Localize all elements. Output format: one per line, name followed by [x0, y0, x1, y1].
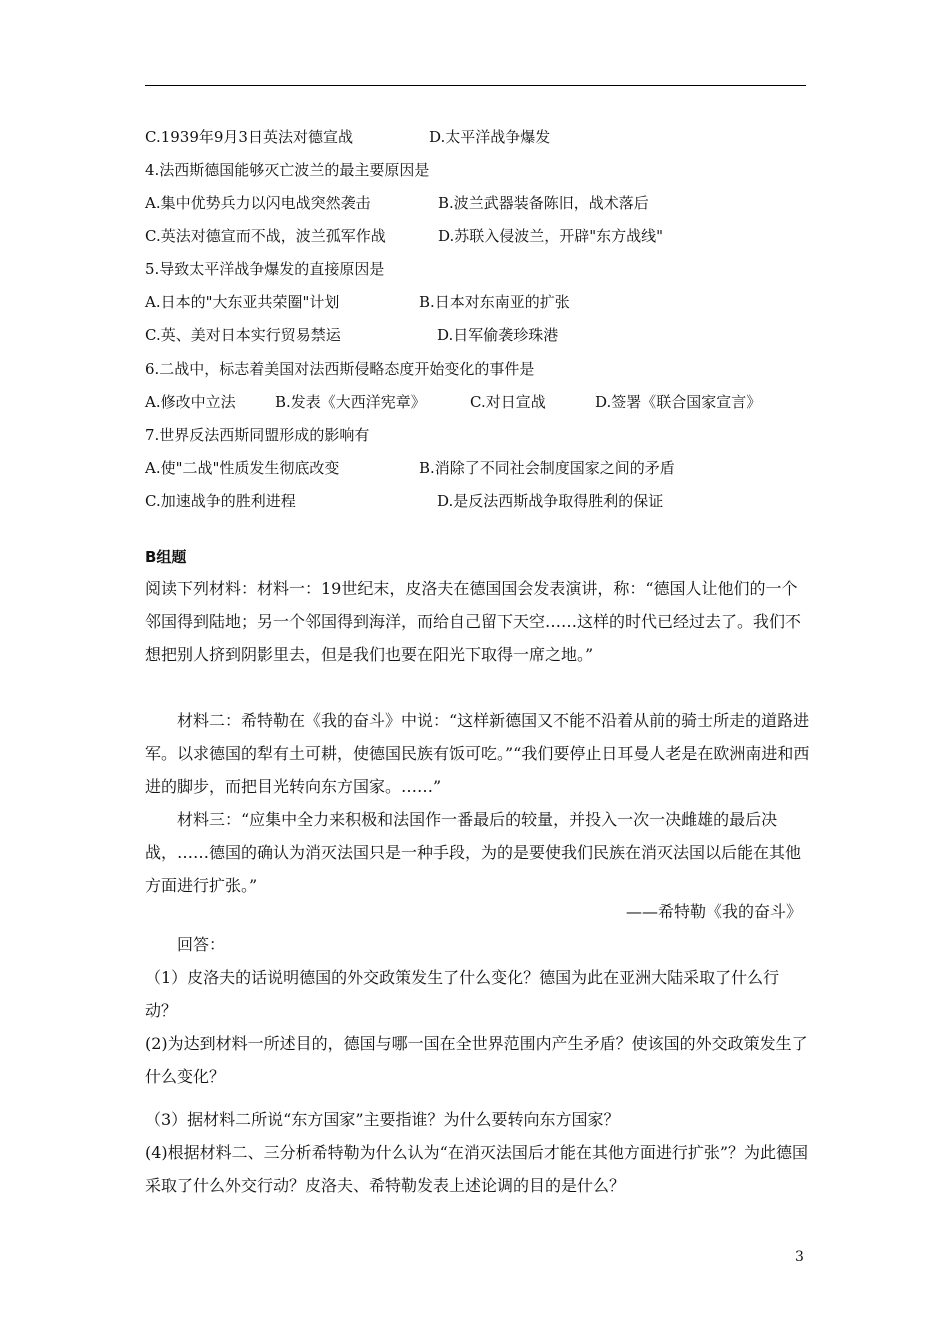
q3-option-c: C.1939年9月3日英法对德宣战 [145, 128, 353, 146]
material-source: ——希特勒《我的奋斗》 [625, 902, 802, 921]
material-2: 材料二：希特勒在《我的奋斗》中说：“这样新德国又不能不沿着从前的骑士所走的道路进军。以求德国的犁有土可耕，使德国民族有饭可吃。”“我们要停止日耳曼人老是在欧洲南进和西进的脚步，而把目光转向东方国家。……” [145, 711, 810, 796]
sub-question-3: （3）据材料二所说“东方国家”主要指谁？为什么要转向东方国家？ [145, 1110, 620, 1129]
q5-option-a: A.日本的"大东亚共荣圈"计划 [145, 293, 340, 311]
q4-option-c: C.英法对德宣而不战，波兰孤军作战 [145, 227, 386, 245]
q7-option-a: A.使"二战"性质发生彻底改变 [145, 459, 340, 477]
q6-option-c: C.对日宣战 [470, 393, 546, 411]
q6-option-d: D.签署《联合国家宣言》 [595, 393, 762, 411]
q7-option-b: B.消除了不同社会制度国家之间的矛盾 [419, 459, 675, 477]
q6-option-a: A.修改中立法 [145, 393, 236, 411]
question-6-stem: 6.二战中，标志着美国对法西斯侵略态度开始变化的事件是 [145, 360, 535, 378]
q5-option-b: B.日本对东南亚的扩张 [419, 293, 570, 311]
q7-option-d: D.是反法西斯战争取得胜利的保证 [437, 492, 664, 510]
answer-label: 回答： [177, 935, 226, 954]
q3-option-d: D.太平洋战争爆发 [429, 128, 551, 146]
q6-option-b: B.发表《大西洋宪章》 [275, 393, 426, 411]
section-b-title: B组题 [145, 548, 187, 566]
q7-option-c: C.加速战争的胜利进程 [145, 492, 296, 510]
q4-option-d: D.苏联入侵波兰，开辟"东方战线" [438, 227, 664, 245]
header-rule [145, 85, 806, 86]
q5-option-c: C.英、美对日本实行贸易禁运 [145, 326, 341, 344]
page-number: 3 [795, 1249, 804, 1265]
material-3: 材料三：“应集中全力来积极和法国作一番最后的较量，并投入一次一决雌雄的最后决战，……德国的确认为消灭法国只是一种手段，为的是要使我们民族在消灭法国以后能在其他方面进行扩张。” [145, 810, 802, 895]
material-1: 阅读下列材料：材料一：19世纪末，皮洛夫在德国国会发表演讲，称：“德国人让他们的一个邻国得到陆地；另一个邻国得到海洋，而给自己留下天空……这样的时代已经过去了。我们不想把别人挤到阴影里去，但是我们也要在阳光下取得一席之地。” [145, 579, 802, 664]
question-7-stem: 7.世界反法西斯同盟形成的影响有 [145, 426, 370, 444]
sub-question-4: (4)根据材料二、三分析希特勒为什么认为“在消灭法国后才能在其他方面进行扩张”？为此德国采取了什么外交行动？皮洛夫、希特勒发表上述论调的目的是什么？ [145, 1143, 809, 1195]
question-4-stem: 4.法西斯德国能够灭亡波兰的最主要原因是 [145, 161, 430, 179]
sub-question-2: (2)为达到材料一所述目的，德国与哪一国在全世界范围内产生矛盾？使该国的外交政策发生了什么变化？ [145, 1034, 808, 1086]
sub-question-1: （1）皮洛夫的话说明德国的外交政策发生了什么变化？德国为此在亚洲大陆采取了什么行动？ [145, 968, 780, 1020]
q4-option-a: A.集中优势兵力以闪电战突然袭击 [145, 194, 371, 212]
question-5-stem: 5.导致太平洋战争爆发的直接原因是 [145, 260, 385, 278]
q4-option-b: B.波兰武器装备陈旧，战术落后 [438, 194, 649, 212]
q5-option-d: D.日军偷袭珍珠港 [437, 326, 559, 344]
